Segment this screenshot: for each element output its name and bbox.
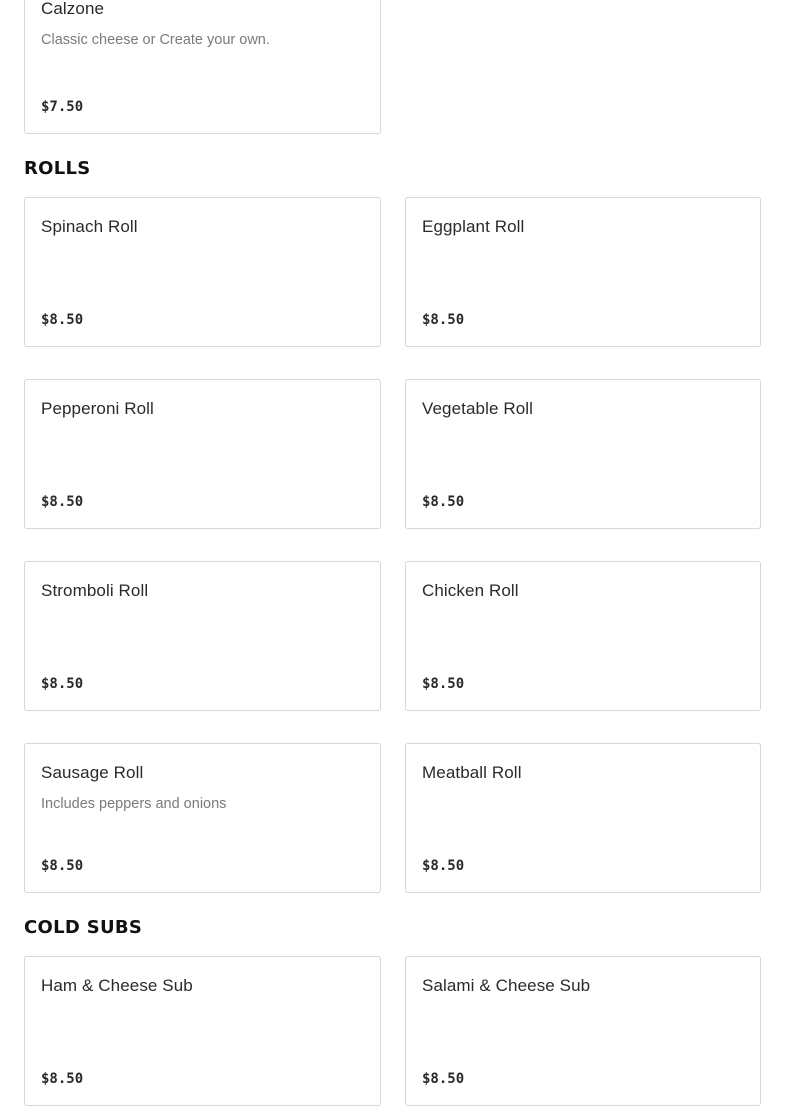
item-description: Classic cheese or Create your own. <box>41 32 270 48</box>
item-name: Vegetable Roll <box>422 399 534 418</box>
cold-subs-grid <box>24 956 785 1106</box>
section-title-rolls: ROLLS <box>24 158 91 179</box>
menu-item-vegetable-roll[interactable] <box>405 379 761 529</box>
rolls-grid <box>24 197 785 893</box>
item-price: $8.50 <box>422 1071 465 1087</box>
item-price: $8.50 <box>422 676 465 692</box>
item-price: $8.50 <box>41 676 84 692</box>
item-description: Includes peppers and onions <box>41 796 227 812</box>
menu-item-calzone[interactable] <box>24 0 381 134</box>
item-price: $8.50 <box>41 312 84 328</box>
item-price: $8.50 <box>41 494 84 510</box>
menu-item-meatball-roll[interactable] <box>405 743 761 893</box>
menu-item-pepperoni-roll[interactable] <box>24 379 381 529</box>
item-name: Sausage Roll <box>41 763 144 782</box>
item-name: Chicken Roll <box>422 581 519 600</box>
item-price: $8.50 <box>422 858 465 874</box>
menu-item-spinach-roll[interactable] <box>24 197 381 347</box>
item-name: Eggplant Roll <box>422 217 525 236</box>
menu-item-chicken-roll[interactable] <box>405 561 761 711</box>
item-name: Ham & Cheese Sub <box>41 976 193 995</box>
menu-item-stromboli-roll[interactable] <box>24 561 381 711</box>
item-price: $8.50 <box>41 1071 84 1087</box>
item-name: Meatball Roll <box>422 763 522 782</box>
item-price: $8.50 <box>422 312 465 328</box>
item-price: $8.50 <box>41 858 84 874</box>
menu-item-sausage-roll[interactable] <box>24 743 381 893</box>
item-name: Calzone <box>41 0 105 18</box>
item-name: Pepperoni Roll <box>41 399 154 418</box>
item-price: $8.50 <box>422 494 465 510</box>
item-name: Spinach Roll <box>41 217 138 236</box>
menu-item-ham-cheese-sub[interactable] <box>24 956 381 1106</box>
item-price: $7.50 <box>41 99 84 115</box>
menu-item-eggplant-roll[interactable] <box>405 197 761 347</box>
section-title-cold-subs: COLD SUBS <box>24 917 143 938</box>
item-name: Salami & Cheese Sub <box>422 976 591 995</box>
calzone-grid <box>24 0 785 134</box>
menu-item-salami-cheese-sub[interactable] <box>405 956 761 1106</box>
item-name: Stromboli Roll <box>41 581 149 600</box>
